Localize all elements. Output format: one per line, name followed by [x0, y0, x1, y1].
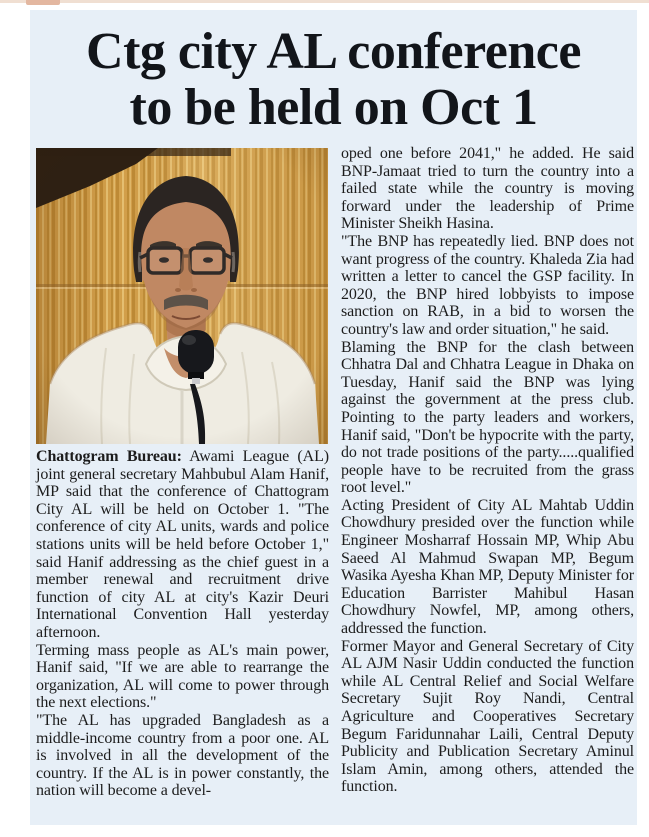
page-top-strip	[0, 0, 649, 3]
paragraph: "The AL has upgraded Bangladesh as a middle-income country from a poor one. AL is involved in all the development of the country. If the AL is in power constantly, the nation will become a devel-	[36, 711, 329, 800]
paragraph: oped one before 2041," he added. He said BNP-Jamaat tried to turn the country into a failed state while the country is moving forward under the leadership of Prime Minister Sheikh Hasina.	[341, 145, 634, 233]
article-panel	[30, 10, 637, 825]
paragraph: Blaming the BNP for the clash between Chhatra Dal and Chhatra League in Dhaka on Tuesday, Hanif said the BNP was lying against the government at the press club. Pointing to the party leaders and workers, Hanif said, "Don't be hypocrite with the party, do not trade positions of the party.....qualified people have to be recruited from the grass root level."	[341, 338, 634, 497]
paragraph: Acting President of City AL Mahtab Uddin Chowdhury presided over the function while Engineer Mosharraf Hossain MP, Whip Abu Saeed Al Mahmud Swapan MP, Begum Wasika Ayesha Khan MP, Deputy Minister for Education Barrister Mahibul Hasan Chowdhury Nowfel, MP, among others, addressed the function.	[341, 496, 634, 638]
right-paragraphs	[341, 145, 634, 796]
article-photo	[36, 148, 328, 444]
paragraph: Former Mayor and General Secretary of City AL AJM Nasir Uddin conducted the function while AL Central Relief and Social Welfare Secretary Sujit Roy Nandi, Central Agriculture and Cooperatives Secretary Begum Faridunnahar Laili, Central Deputy Publicity and Publication Secretary Aminul Islam Amin, among others, attended the function.	[341, 637, 634, 796]
paragraph: "The BNP has repeatedly lied. BNP does not want progress of the country. Khaleda Zia had written a letter to cancel the GSP facility. In 2020, the BNP hired lobbyists to impose sanction on RAB, in a bid to worsen the country's law and order situation," he said.	[341, 232, 634, 338]
lead-paragraph	[36, 448, 329, 642]
speaker-photo-illustration	[36, 148, 328, 444]
bureau-byline: Chattogram Bureau:	[36, 448, 182, 465]
headline-line-1: Ctg city AL conference	[86, 23, 581, 80]
paragraph: Terming mass people as AL's main power, Hanif said, "If we are able to rearrange the organization, AL will come to power through the next elections."	[36, 641, 329, 712]
left-paragraphs	[36, 642, 329, 800]
article-right-column	[341, 145, 634, 796]
article-headline	[30, 24, 637, 136]
headline-line-2: to be held on Oct 1	[129, 79, 538, 136]
corner-mark	[26, 0, 60, 5]
lead-text: Awami League (AL) joint general secretary Mahbubul Alam Hanif, MP said that the conference of Chattogram City AL will be held on October 1. "The conference of city AL units, wards and police stations units will be held before October 1," said Hanif addressing as the chief guest in a member renewal and recruitment drive function of city AL at city's Kazir Deuri International Convention Hall yesterday afternoon.	[36, 448, 330, 641]
article-left-column	[36, 448, 329, 800]
